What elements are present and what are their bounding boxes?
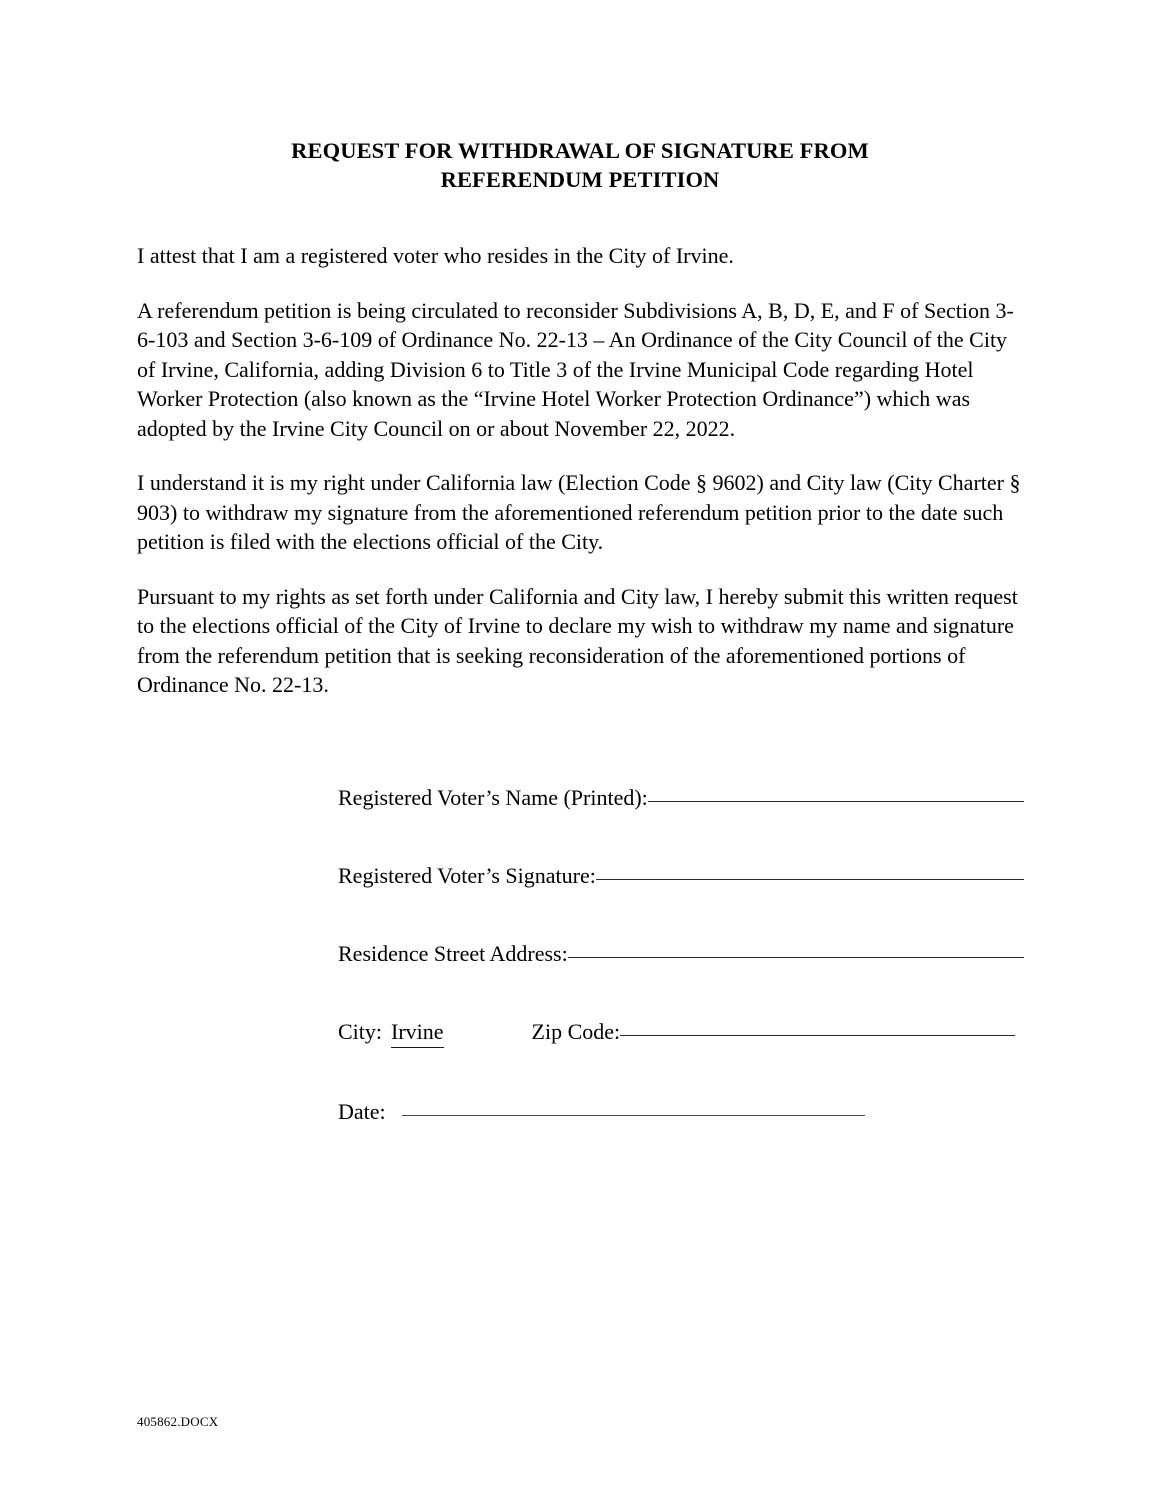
document-content [137,0,1023,1126]
form-row-voter-signature [338,861,1024,890]
form-row-residence-address [338,939,1024,968]
form-row-date [338,1097,1024,1126]
voter-name-label: Registered Voter’s Name (Printed): [338,784,648,810]
zip-code-label: Zip Code: [531,1018,621,1044]
city-label: City: [338,1018,383,1044]
residence-address-input[interactable] [568,957,1024,958]
page-title [137,0,1023,194]
residence-address-label: Residence Street Address: [338,940,568,966]
page-title-line-1: REQUEST FOR WITHDRAWAL OF SIGNATURE FROM [291,138,869,163]
paragraph-attestation: I attest that I am a registered voter who resides in the City of Irvine. [137,243,734,268]
page-title-line-2: REFERENDUM PETITION [440,167,720,192]
paragraph-withdrawal-right: I understand it is my right under California law (Election Code § 9602) and City law (City Charter § 903) to withdraw my signature from the aforementioned referendum petition prior to the date such petition is filed with the elections official of the City. [137,470,1021,554]
body-paragraphs [137,241,1023,700]
city-value: Irvine [391,1017,444,1048]
form-row-city-zip [338,1017,1024,1048]
zip-code-input[interactable] [620,1035,1015,1036]
voter-name-input[interactable] [648,801,1024,802]
document-footer: 405862.DOCX [137,1414,219,1429]
voter-signature-input[interactable] [596,879,1024,880]
voter-signature-label: Registered Voter’s Signature: [338,862,596,888]
paragraph-request-statement: Pursuant to my rights as set forth under California and City law, I hereby submit this written request to the elections official of the City of Irvine to declare my wish to withdraw my name and signature from the referendum petition that is seeking reconsideration of the aforementioned portions of Ordinance No. 22-13. [137,583,1018,697]
date-label: Date: [338,1098,386,1124]
date-input[interactable] [402,1115,865,1116]
signature-form [338,783,1024,1126]
paragraph-petition-description: A referendum petition is being circulated to reconsider Subdivisions A, B, D, E, and F of Section 3-6-103 and Section 3-6-109 of Ordinance No. 22-13 – An Ordinance of the City Council of the City of Irvine, California, adding Division 6 to Title 3 of the Irvine Municipal Code regarding Hotel Worker Protection (also known as the “Irvine Hotel Worker Protection Ordinance”) which was adopted by the Irvine City Council on or about November 22, 2022. [137,297,1014,441]
form-row-voter-name [338,783,1024,812]
